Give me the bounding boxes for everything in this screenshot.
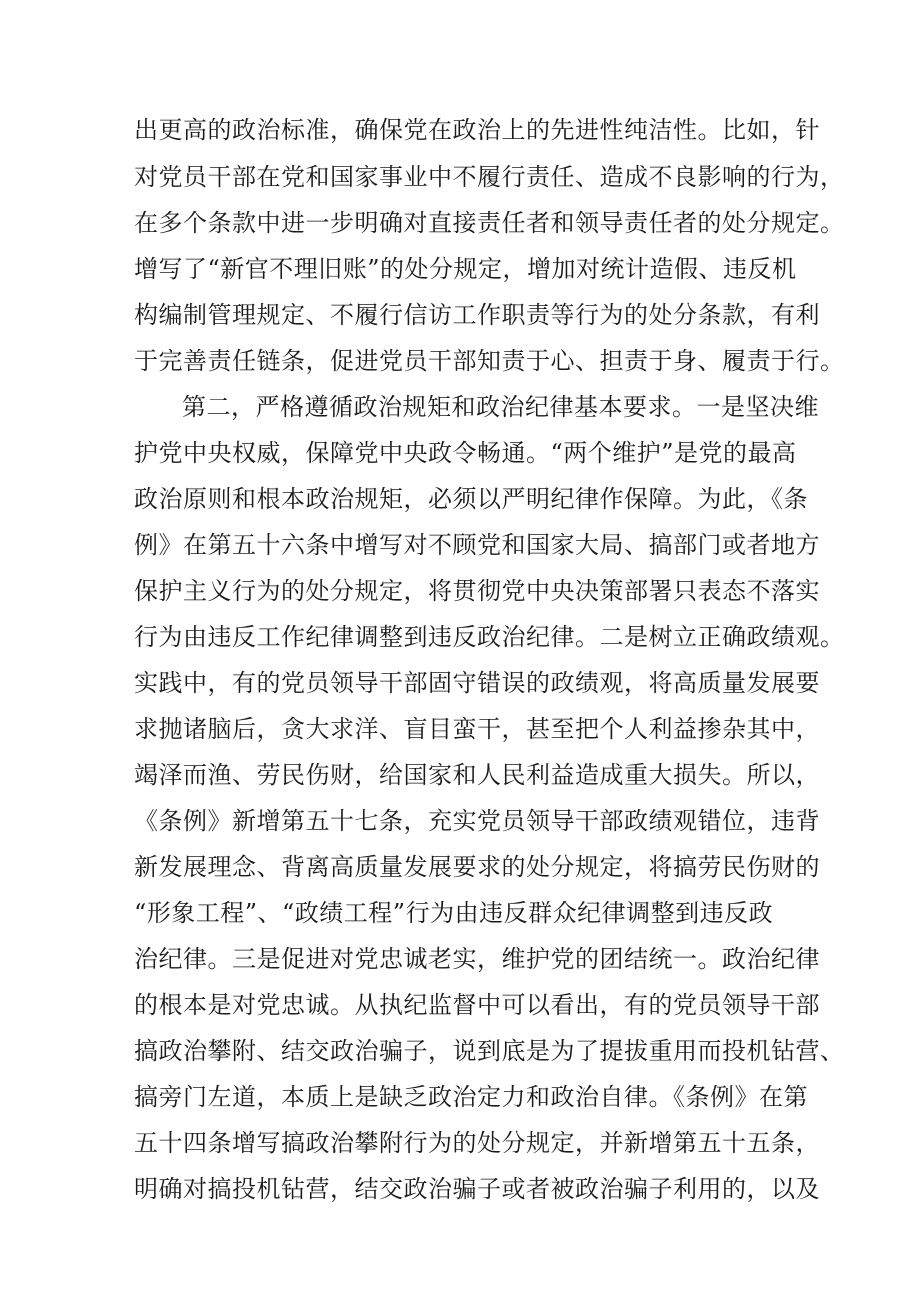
text-line: 求抛诸脑后，贪大求洋、盲目蛮干，甚至把个人利益掺杂其中，	[134, 715, 820, 743]
text-line: 增写了“新官不理旧账”的处分规定，增加对统计造假、违反机	[134, 255, 797, 283]
text-line: 五十四条增写搞政治攀附行为的处分规定，并新增第五十五条，	[134, 1129, 820, 1157]
text-line: 搞旁门左道，本质上是缺乏政治定力和政治自律。《条例》在第	[134, 1083, 808, 1111]
text-line: 竭泽而渔、劳民伤财，给国家和人民利益造成重大损失。所以，	[134, 761, 820, 789]
text-line: 行为由违反工作纪律调整到违反政治纪律。二是树立正确政绩观。	[134, 623, 845, 651]
text-line: 实践中，有的党员领导干部固守错误的政绩观，将高质量发展要	[134, 669, 820, 697]
text-line: 于完善责任链条，促进党员干部知责于心、担责于身、履责于行。	[134, 347, 845, 375]
text-line: 对党员干部在党和国家事业中不履行责任、造成不良影响的行为，	[134, 163, 845, 191]
text-line: “形象工程”、“政绩工程”行为由违反群众纪律调整到违反政	[134, 899, 774, 927]
text-line: 出更高的政治标准，确保党在政治上的先进性纯洁性。比如，针	[134, 116, 820, 144]
text-line: 治纪律。三是促进对党忠诚老实，维护党的团结统一。政治纪律	[134, 945, 820, 973]
text-line: 搞政治攀附、结交政治骗子，说到底是为了提拔重用而投机钻营、	[134, 1037, 845, 1065]
text-line: 政治原则和根本政治规矩，必须以严明纪律作保障。为此，《条	[134, 485, 808, 513]
text-line: 护党中央权威，保障党中央政令畅通。“两个维护”是党的最高	[134, 439, 797, 467]
text-line: 在多个条款中进一步明确对直接责任者和领导责任者的处分规定。	[134, 209, 845, 237]
text-line: 保护主义行为的处分规定，将贯彻党中央决策部署只表态不落实	[134, 577, 820, 605]
text-line: 新发展理念、背离高质量发展要求的处分规定，将搞劳民伤财的	[134, 853, 820, 881]
text-line: 《条例》新增第五十七条，充实党员领导干部政绩观错位，违背	[134, 807, 820, 835]
text-line: 明确对搞投机钻营，结交政治骗子或者被政治骗子利用的，以及	[134, 1175, 820, 1203]
text-line: 的根本是对党忠诚。从执纪监督中可以看出，有的党员领导干部	[134, 991, 820, 1019]
text-line: 例》在第五十六条中增写对不顾党和国家大局、搞部门或者地方	[134, 531, 820, 559]
text-line: 构编制管理规定、不履行信访工作职责等行为的处分条款，有利	[134, 301, 820, 329]
paragraph-first-line: 第二，严格遵循政治规矩和政治纪律基本要求。一是坚决维	[182, 393, 819, 421]
